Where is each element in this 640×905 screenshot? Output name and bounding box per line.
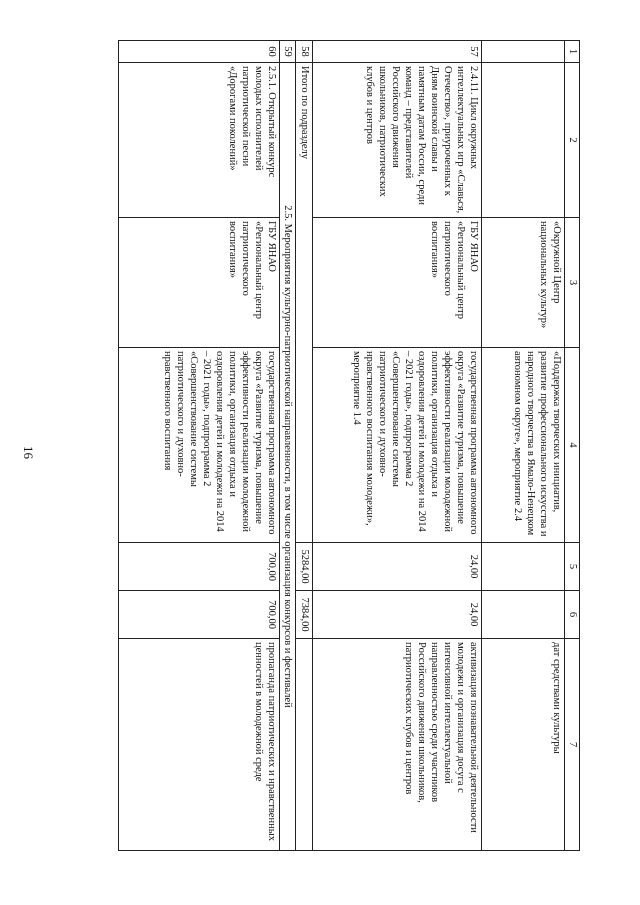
value-col5 [482, 543, 565, 591]
row-number: 59 [280, 41, 296, 63]
value-col6: 24,00 [313, 591, 482, 639]
executor: «Окружной Центр национальных культур» [482, 218, 565, 348]
header-cell: 3 [565, 218, 580, 348]
section-title: 2.5. Мероприятия культурно-патриотической направленности, в том числе организация конкурсов и фестивалей [280, 63, 296, 851]
value-col5: 24,00 [313, 543, 482, 591]
subtotal-label: Итого по подразделу [296, 63, 313, 543]
header-cell: 6 [565, 591, 580, 639]
program: «Поддержка творческих инициатив, развитие профессионального искусства и народного творчества в Ямало-Ненецком автономном округе», мероприятие 2.4 [482, 348, 565, 543]
events-table [118, 40, 580, 851]
event-name: 2.4.11. Цикл окружных интеллектуальных игр «Славься, Отечество», приуроченных к Дням воинской славы и памятным датам России, среди команд – представителей Российского движения школьников, патриотических клубов и центров [313, 63, 482, 218]
expected-result: дат средствами культуры [482, 639, 565, 851]
event-name: 2.5.1. Открытый конкурс молодых исполнителей патриотической песни «Дорогами поколений» [119, 63, 280, 218]
subtotal-col5: 5284,00 [296, 543, 313, 591]
header-cell: 2 [565, 63, 580, 218]
executor: ГБУ ЯНАО «Региональный центр патриотического воспитания» [313, 218, 482, 348]
value-col5: 700,00 [119, 543, 280, 591]
table-row [313, 41, 482, 851]
table-row [482, 41, 565, 851]
row-number: 58 [296, 41, 313, 63]
section-row [280, 41, 296, 851]
header-row [565, 41, 580, 851]
subtotal-col6: 7384,00 [296, 591, 313, 639]
header-cell: 7 [565, 639, 580, 851]
rotated-table-wrapper [110, 40, 580, 850]
table-row [119, 41, 280, 851]
event-name [482, 63, 565, 218]
row-number: 60 [119, 41, 280, 63]
row-number [482, 41, 565, 63]
program: государственная программа автономного округа «Развитие туризма, повышение эффективности реализации молодежной политики, организация отдыха и оздоровления детей и молодежи на 2014 – 2021 годы», подпрограмма 2 «Совершенствование системы патриотического и духовно-нравственного воспитания [119, 348, 280, 543]
value-col6: 700,00 [119, 591, 280, 639]
value-col6 [482, 591, 565, 639]
program: государственная программа автономного округа «Развитие туризма, повышение эффективности реализации молодежной политики, организация отдыха и оздоровления детей и молодежи на 2014 – 2021 годы», подпрограмма 2 «Совершенствование системы патриотического и духовно-нравственного воспитания молодежи», мероприятие 1.4 [313, 348, 482, 543]
page-number: 16 [21, 446, 36, 459]
header-cell: 4 [565, 348, 580, 543]
row-number: 57 [313, 41, 482, 63]
subtotal-row [296, 41, 313, 851]
expected-result: пропаганда патриотических и нравственных ценностей в молодежной среде [119, 639, 280, 851]
empty-cell [296, 639, 313, 851]
expected-result: активизация познавательной деятельности молодежи и организация досуга с интенсивной интеллектуальной направленностью среди участников Российского движения школьников, патриотических клубов и центров [313, 639, 482, 851]
header-cell: 1 [565, 41, 580, 63]
header-cell: 5 [565, 543, 580, 591]
executor: ГБУ ЯНАО «Региональный центр патриотического воспитания» [119, 218, 280, 348]
